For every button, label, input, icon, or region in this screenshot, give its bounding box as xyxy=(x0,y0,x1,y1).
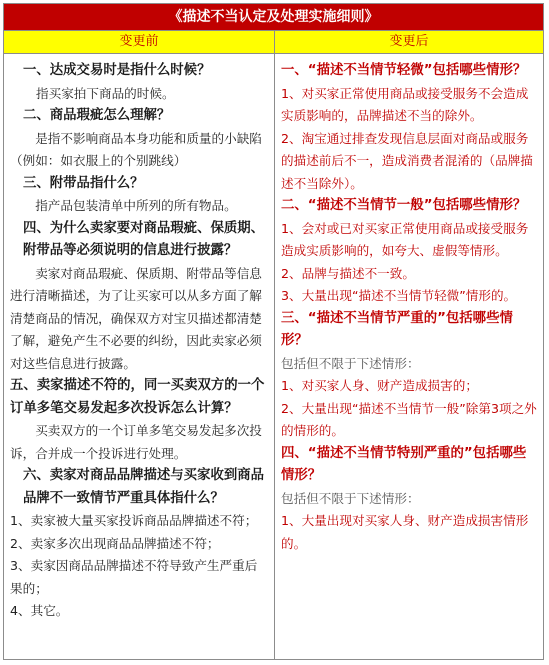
answer-4: 卖家对商品瑕疵、保质期、附带品等信息进行清晰描述，为了让买家可以从多方面了解清楚商品的情况，确保双方对宝贝描述都清楚了解，避免产生不必要的纠纷，因此卖家必须对这些信息进行披露。 xyxy=(10,265,262,371)
answer-5: 买卖双方的一个订单多笔交易发起多次投诉，合并成一个投诉进行处理。 xyxy=(10,423,262,461)
list-item-4: 4、其它。 xyxy=(10,603,69,618)
answer-1: 指买家拍下商品的时候。 xyxy=(36,85,175,101)
answer-3: 指产品包装清单中所列的所有物品。 xyxy=(35,198,237,213)
question-6: 六、卖家对商品品牌描述与买家收到商品品牌不一致情节严重具体指什么？ xyxy=(23,468,265,506)
rules-table xyxy=(3,3,544,660)
question-1: 一、达成交易时是指什么时候？ xyxy=(23,63,211,78)
question-2: 二、商品瑕疵怎么理解？ xyxy=(23,108,171,123)
section-2-item-2: 2、品牌与描述不一致。 xyxy=(281,265,415,281)
section-1-item-2: 2、淘宝通过排查发现信息层面对商品或服务的描述前后不一，造成消费者混淆的（品牌描述不当除外）。 xyxy=(281,130,533,191)
table-title: 《描述不当认定及处理实施细则》 xyxy=(4,4,543,30)
question-3: 三、附带品指什么？ xyxy=(23,175,144,191)
header-before: 变更前 xyxy=(4,31,275,53)
question-4: 四、为什么卖家要对商品瑕疵、保质期、附带品等必须说明的信息进行披露？ xyxy=(23,220,265,258)
table-body xyxy=(4,54,543,660)
question-5: 五、卖家描述不符的，同一买卖双方的一个订单多笔交易发起多次投诉怎么计算？ xyxy=(10,378,265,416)
list-item-3: 3、卖家因商品品牌描述不符导致产生严重后果的； xyxy=(10,558,258,596)
section-4-intro: 包括但不限于下述情形： xyxy=(281,490,420,506)
after-column xyxy=(275,54,543,660)
before-column xyxy=(4,54,275,660)
section-heading-2: 二、“描述不当情节一般”包括哪些情形？ xyxy=(281,198,527,213)
section-2-item-1: 1、会对或已对买家正常使用商品或接受服务造成实质影响的，如夸大、虚假等情形。 xyxy=(281,220,529,258)
section-heading-4: 四、“描述不当情节特别严重的”包括哪些情形？ xyxy=(281,445,527,483)
answer-2: 是指不影响商品本身功能和质量的小缺陷（例如：如衣服上的个别跳线） xyxy=(10,130,262,168)
section-4-item-1: 1、大量出现对买家人身、财产造成损害情形的。 xyxy=(281,513,529,551)
section-2-item-3: 3、大量出现“描述不当情节轻微”情形的。 xyxy=(281,288,517,303)
list-item-1: 1、卖家被大量买家投诉商品品牌描述不符； xyxy=(10,513,258,528)
list-item-2: 2、卖家多次出现商品品牌描述不符； xyxy=(10,535,220,551)
section-heading-3: 三、“描述不当情节严重的”包括哪些情形？ xyxy=(281,310,513,348)
section-3-intro: 包括但不限于下述情形： xyxy=(281,355,420,371)
table-header-row xyxy=(4,30,543,54)
section-3-item-2: 2、大量出现“描述不当情节一般”除第3项之外的情形的。 xyxy=(281,400,537,438)
section-1-item-1: 1、对买家正常使用商品或接受服务不会造成实质影响的，品牌描述不当的除外。 xyxy=(281,85,529,123)
section-3-item-1: 1、对买家人身、财产造成损害的； xyxy=(281,378,478,393)
header-after: 变更后 xyxy=(389,34,429,49)
section-heading-1: 一、“描述不当情节轻微”包括哪些情形？ xyxy=(281,63,527,78)
